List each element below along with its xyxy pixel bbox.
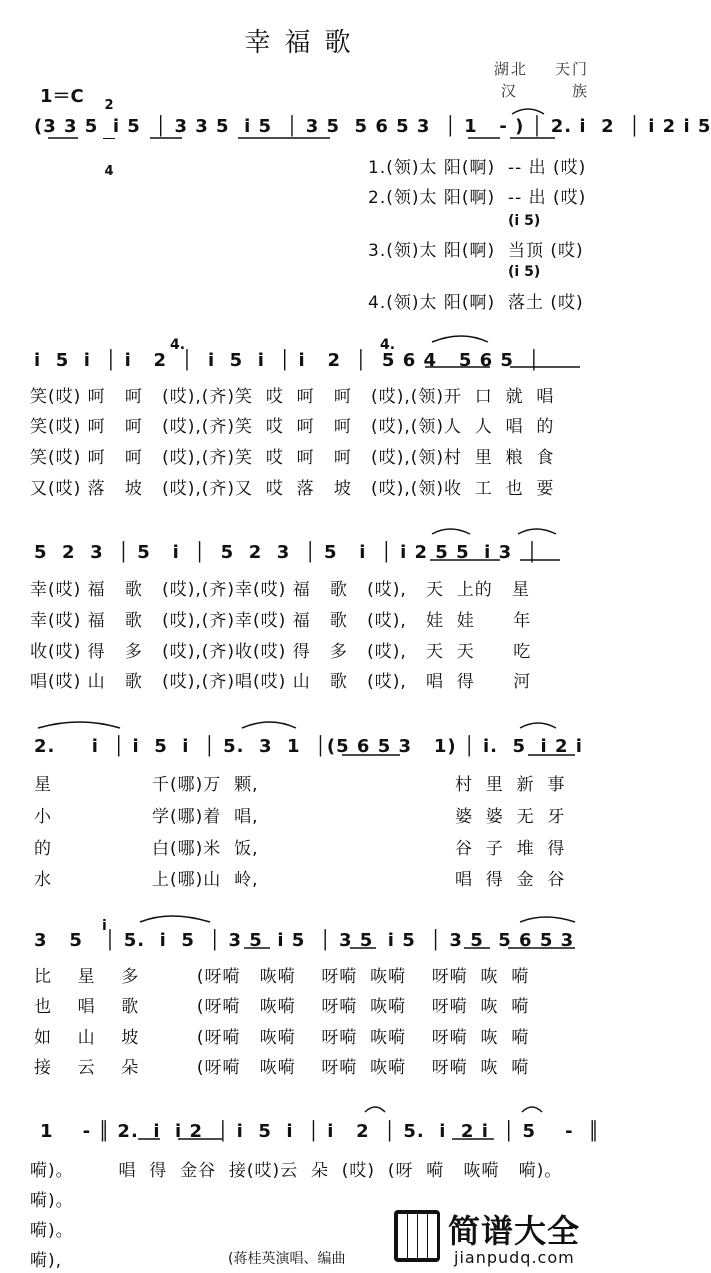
lyrics-2-verse-1: 笑(哎) 呵 呵 (哎),(齐)笑 哎 呵 呵 (哎),(领)开 口 就 唱 [30,387,555,407]
lyrics-2-verse-4: 又(哎) 落 坡 (哎),(齐)又 哎 落 坡 (哎),(领)收 工 也 要 [30,479,555,499]
notes-system-5: 3 5 │ 5. i 5 │ 3 5 i 5 │ 3 5 i 5 │ 3 5 5 6 5 3 [34,930,575,951]
verse-intro-2: 2.(领)太 阳(啊) -- 出 (哎) [368,188,587,208]
lyrics-4-verse-3-a: 的 [34,839,52,859]
lyrics-3-verse-4: 唱(哎) 山 歌 (哎),(齐)唱(哎) 山 歌 (哎), 唱 得 河 [30,672,532,692]
lyrics-4-verse-2-c: 婆 婆 无 牙 [455,807,566,827]
verse-intro-4: 4.(领)太 阳(啊) 落土 (哎) [368,293,584,313]
lyrics-4-verse-4-c: 唱 得 金 谷 [455,870,566,890]
lyrics-4-verse-3-b: 白(哪)米 饭, [152,839,259,859]
notes-system-2: i 5 i │ i 2 │ i 5 i │ i 2 │ 5 6 4 5 6 5 │ [34,350,541,371]
lyrics-2-verse-2: 笑(哎) 呵 呵 (哎),(齐)笑 哎 呵 呵 (哎),(领)人 人 唱 的 [30,417,555,437]
lyrics-6-verse-2: 嗬)。 [30,1191,74,1211]
lyrics-4-verse-4-b: 上(哪)山 岭, [152,870,259,890]
time-signature-top: 2 [104,98,114,113]
key-signature: 1＝C [40,86,84,107]
grace-4-b: 4. [380,337,396,353]
lyrics-4-verse-3-c: 谷 子 堆 得 [455,839,566,859]
lyrics-6-verse-3: 嗬)。 [30,1221,74,1241]
grace-note-5: i [102,918,107,934]
lyrics-5-verse-2: 也 唱 歌 (呀嗬 咴嗬 呀嗬 咴嗬 呀嗬 咴 嗬 [34,997,530,1017]
time-signature-bottom: 4 [104,164,114,179]
lyrics-4-verse-2-b: 学(哪)着 唱, [152,807,259,827]
credit-line: (蒋桂英演唱、编曲 [228,1251,346,1267]
lyrics-5-verse-4: 接 云 朵 (呀嗬 咴嗬 呀嗬 咴嗬 呀嗬 咴 嗬 [34,1058,530,1078]
lyrics-3-verse-3: 收(哎) 得 多 (哎),(齐)收(哎) 得 多 (哎), 天 天 吃 [30,642,532,662]
logo-site: jianpudq.com [454,1248,575,1267]
grace-note-4: (i 5) [508,264,541,280]
lyrics-4-verse-1-a: 星 [34,775,52,795]
grace-note-3: (i 5) [508,213,541,229]
lyrics-2-verse-3: 笑(哎) 呵 呵 (哎),(齐)笑 哎 呵 呵 (哎),(领)村 里 粮 食 [30,448,555,468]
lyrics-4-verse-2-a: 小 [34,807,52,827]
lyrics-6-verse-1: 嗬)。 唱 得 金谷 接(哎)云 朵 (哎) (呀 嗬 咴嗬 嗬)。 [30,1161,563,1181]
lyrics-3-verse-1: 幸(哎) 福 歌 (哎),(齐)幸(哎) 福 歌 (哎), 天 上的 星 [30,580,531,600]
verse-intro-1: 1.(领)太 阳(啊) -- 出 (哎) [368,158,587,178]
piano-keys-icon [394,1210,440,1262]
origin-ethnicity: 汉 族 [500,82,589,100]
origin-region: 湖北 天门 [493,60,589,78]
lyrics-4-verse-1-b: 千(哪)万 颗, [152,775,259,795]
lyrics-4-verse-4-a: 水 [34,870,52,890]
notes-system-3: 5 2 3 │ 5 i │ 5 2 3 │ 5 i │ i 2 5 5 i 3 │ [34,542,539,563]
verse-intro-3: 3.(领)太 阳(啊) 当顶 (哎) [368,241,584,261]
notes-system-4: 2. i │ i 5 i │ 5. 3 1 │(5 6 5 3 1) │ i. 5 i 2 i [34,736,583,757]
logo-brand: 简谱大全 [448,1212,581,1250]
lyrics-3-verse-2: 幸(哎) 福 歌 (哎),(齐)幸(哎) 福 歌 (哎), 娃 娃 年 [30,611,532,631]
watermark-logo [394,1206,606,1270]
lyrics-5-verse-1: 比 星 多 (呀嗬 咴嗬 呀嗬 咴嗬 呀嗬 咴 嗬 [34,967,530,987]
lyrics-6-verse-4: 嗬), [30,1251,63,1271]
notes-system-1: (3 3 5 i 5 │ 3 3 5 i 5 │ 3 5 5 6 5 3 │ 1 - ) │ 2. i 2 │ i 2 i 5 [34,116,711,137]
lyrics-4-verse-1-c: 村 里 新 事 [455,775,566,795]
lyrics-5-verse-3: 如 山 坡 (呀嗬 咴嗬 呀嗬 咴嗬 呀嗬 咴 嗬 [34,1028,530,1048]
grace-4-a: 4. [170,337,186,353]
notes-system-6: 1 - ║ 2. i i 2 │ i 5 i │ i 2 │ 5. i 2 i │ 5 - ║ [40,1121,600,1142]
song-title: 幸福歌 [244,28,365,58]
